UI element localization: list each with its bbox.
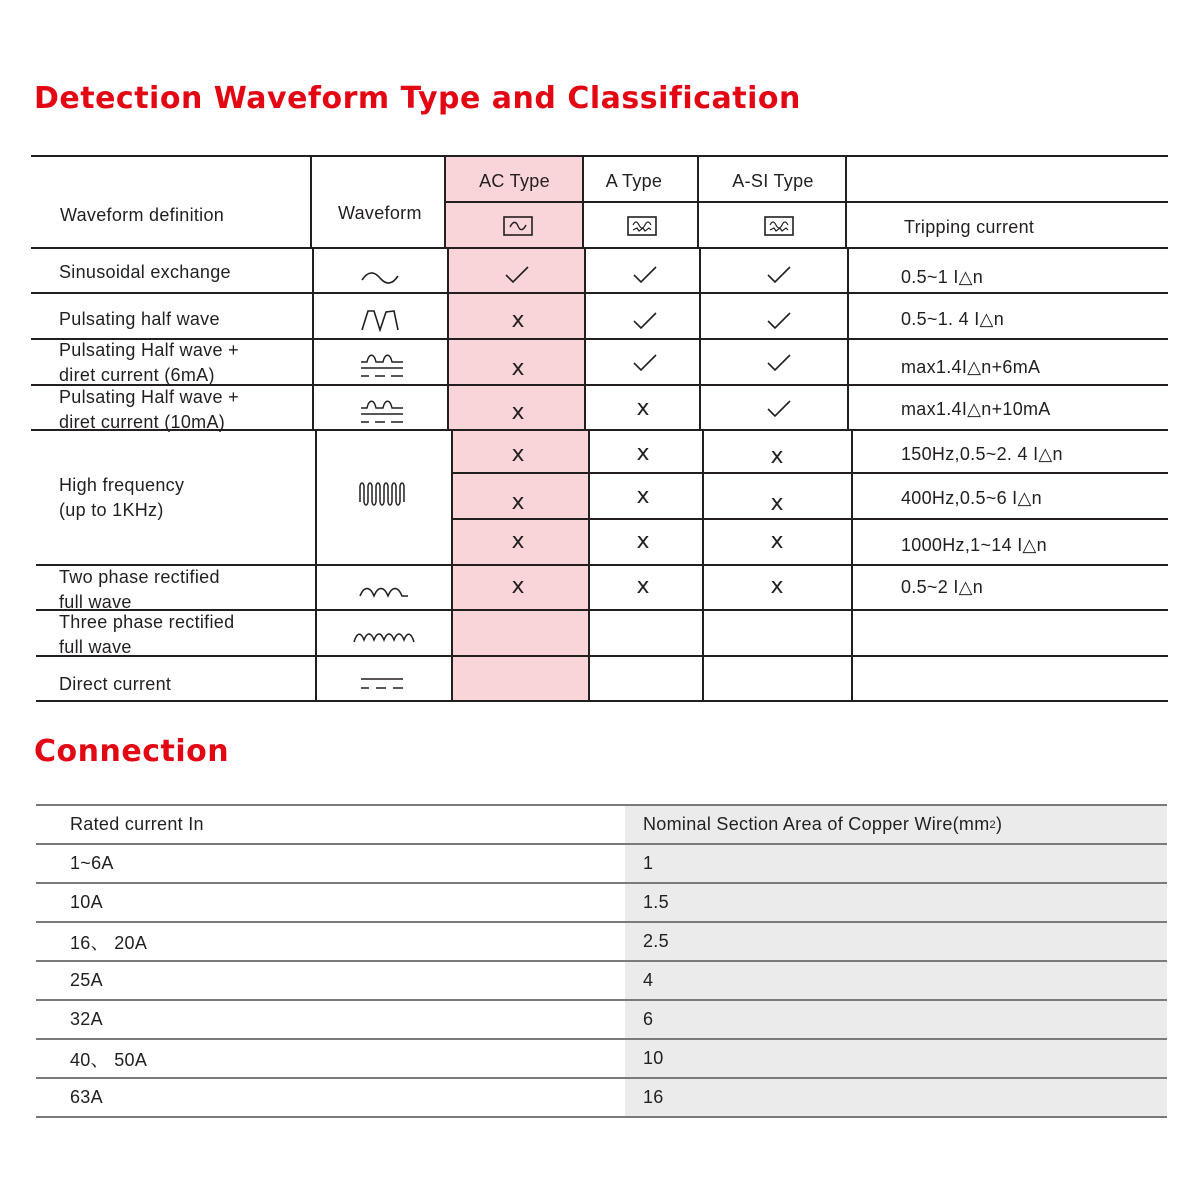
rated-current-cell: 63A [70,1087,103,1107]
section-area-cell: 10 [625,1040,1167,1077]
rated-current-cell: 40、 50A [70,1049,148,1070]
column-divider [847,248,849,430]
ac-cross-mark: x [511,528,525,554]
high-frequency-icon [358,480,408,508]
column-divider [588,430,590,702]
row-divider [452,472,1168,474]
column-divider [310,157,312,248]
asi-type-symbol-icon [764,216,794,236]
row-definition: Pulsating Half wave + [59,387,239,407]
rated-current-cell: 25A [70,970,103,990]
half-wave-icon [360,308,402,332]
rated-current-cell: 10A [70,892,103,912]
asi-cross-mark: x [770,490,784,516]
asi-cross-mark: x [770,573,784,599]
table-row [36,1040,1167,1079]
connection-title: Connection [34,734,230,769]
ac-check-icon [497,257,537,293]
tripping-current-value: 0.5~1. 4 I△n [901,309,1005,329]
row-divider [446,201,1168,203]
column-divider [447,248,449,430]
table-row [36,962,1167,1001]
column-divider [451,430,453,702]
tripping-current-value: 150Hz,0.5~2. 4 I△n [901,444,1063,464]
header-a-type: A Type [605,170,663,191]
a-check-icon [625,345,665,381]
header-waveform: Waveform [338,202,422,223]
two-phase-icon [358,584,410,600]
row-definition: Two phase rectified [59,567,220,587]
row-definition: diret current (6mA) [59,365,215,385]
column-divider [312,248,314,430]
row-divider [452,518,1168,520]
tripping-current-value: max1.4I△n+6mA [901,357,1041,377]
connection-header-row [36,804,1167,845]
header-nominal-section-area [625,806,1167,843]
ac-cross-mark: x [511,441,525,467]
header-area-label: Nominal Section Area of Copper Wire(mm [643,814,990,834]
a-type-symbol-icon [627,216,657,236]
header-ac-type: AC Type [479,170,550,191]
asi-check-icon [759,257,799,293]
section-area-cell: 16 [625,1079,1167,1116]
asi-check-icon [759,303,799,339]
row-definition: Sinusoidal exchange [59,262,231,282]
row-definition: full wave [59,637,132,657]
section-area-cell: 1.5 [625,884,1167,921]
row-definition: Pulsating Half wave + [59,340,239,360]
column-divider [702,430,704,702]
tripping-current-value: max1.4I△n+10mA [901,399,1051,419]
ac-type-symbol-icon [503,216,533,236]
row-divider [31,292,1168,294]
section-area-cell: 2.5 [625,923,1167,960]
row-definition: High frequency [59,475,185,495]
row-divider [36,655,1168,657]
a-cross-mark: x [636,483,650,509]
tripping-current-value: 0.5~2 I△n [901,577,984,597]
column-divider [699,248,701,430]
ac-cross-mark: x [511,399,525,425]
a-check-icon [625,303,665,339]
header-area-close: ) [995,814,1003,834]
ac-cross-mark: x [511,307,525,333]
direct-current-icon [359,676,405,692]
table-row [36,845,1167,884]
header-asi-type: A-SI Type [732,170,814,191]
section-area-cell: 4 [625,962,1167,999]
detection-title: Detection Waveform Type and Classification [34,81,801,116]
tripping-current-value: 1000Hz,1~14 I△n [901,535,1047,555]
half-wave-dc-icon [359,396,405,426]
row-definition: diret current (10mA) [59,412,226,432]
ac-cross-mark: x [511,573,525,599]
section-area-cell: 6 [625,1001,1167,1038]
row-definition: Three phase rectified [59,612,235,632]
column-divider [584,248,586,430]
row-divider [31,247,1168,249]
row-definition: (up to 1KHz) [59,500,164,520]
column-divider [315,430,317,702]
table-row [36,884,1167,923]
table-row [36,1079,1167,1118]
header-rated-current: Rated current In [70,814,204,834]
three-phase-icon [352,628,418,646]
ac-cross-mark: x [511,355,525,381]
ac-cross-mark: x [511,489,525,515]
asi-cross-mark: x [770,528,784,554]
table-row [36,1001,1167,1040]
rated-current-cell: 32A [70,1009,103,1029]
sine-wave-icon [360,270,400,286]
asi-check-icon [759,391,799,427]
column-divider [851,430,853,702]
a-cross-mark: x [636,528,650,554]
connection-table [36,804,1167,1118]
header-area-superscript: 2 [989,818,996,831]
row-definition: Pulsating half wave [59,309,220,329]
a-check-icon [625,257,665,293]
header-waveform-definition: Waveform definition [60,204,225,225]
table-row [36,923,1167,962]
row-definition: full wave [59,592,132,612]
tripping-current-value: 400Hz,0.5~6 I△n [901,488,1042,508]
row-divider [36,700,1168,702]
a-cross-mark: x [636,573,650,599]
row-definition: Direct current [59,674,172,694]
rated-current-cell: 1~6A [70,853,114,873]
asi-check-icon [759,345,799,381]
a-cross-mark: x [636,440,650,466]
header-tripping-current: Tripping current [904,216,1035,237]
a-cross-mark: x [636,395,650,421]
tripping-current-value: 0.5~1 I△n [901,267,984,287]
asi-cross-mark: x [770,443,784,469]
rated-current-cell: 16、 20A [70,932,148,953]
section-area-cell: 1 [625,845,1167,882]
half-wave-dc-icon [359,350,405,380]
row-divider [31,155,1168,157]
